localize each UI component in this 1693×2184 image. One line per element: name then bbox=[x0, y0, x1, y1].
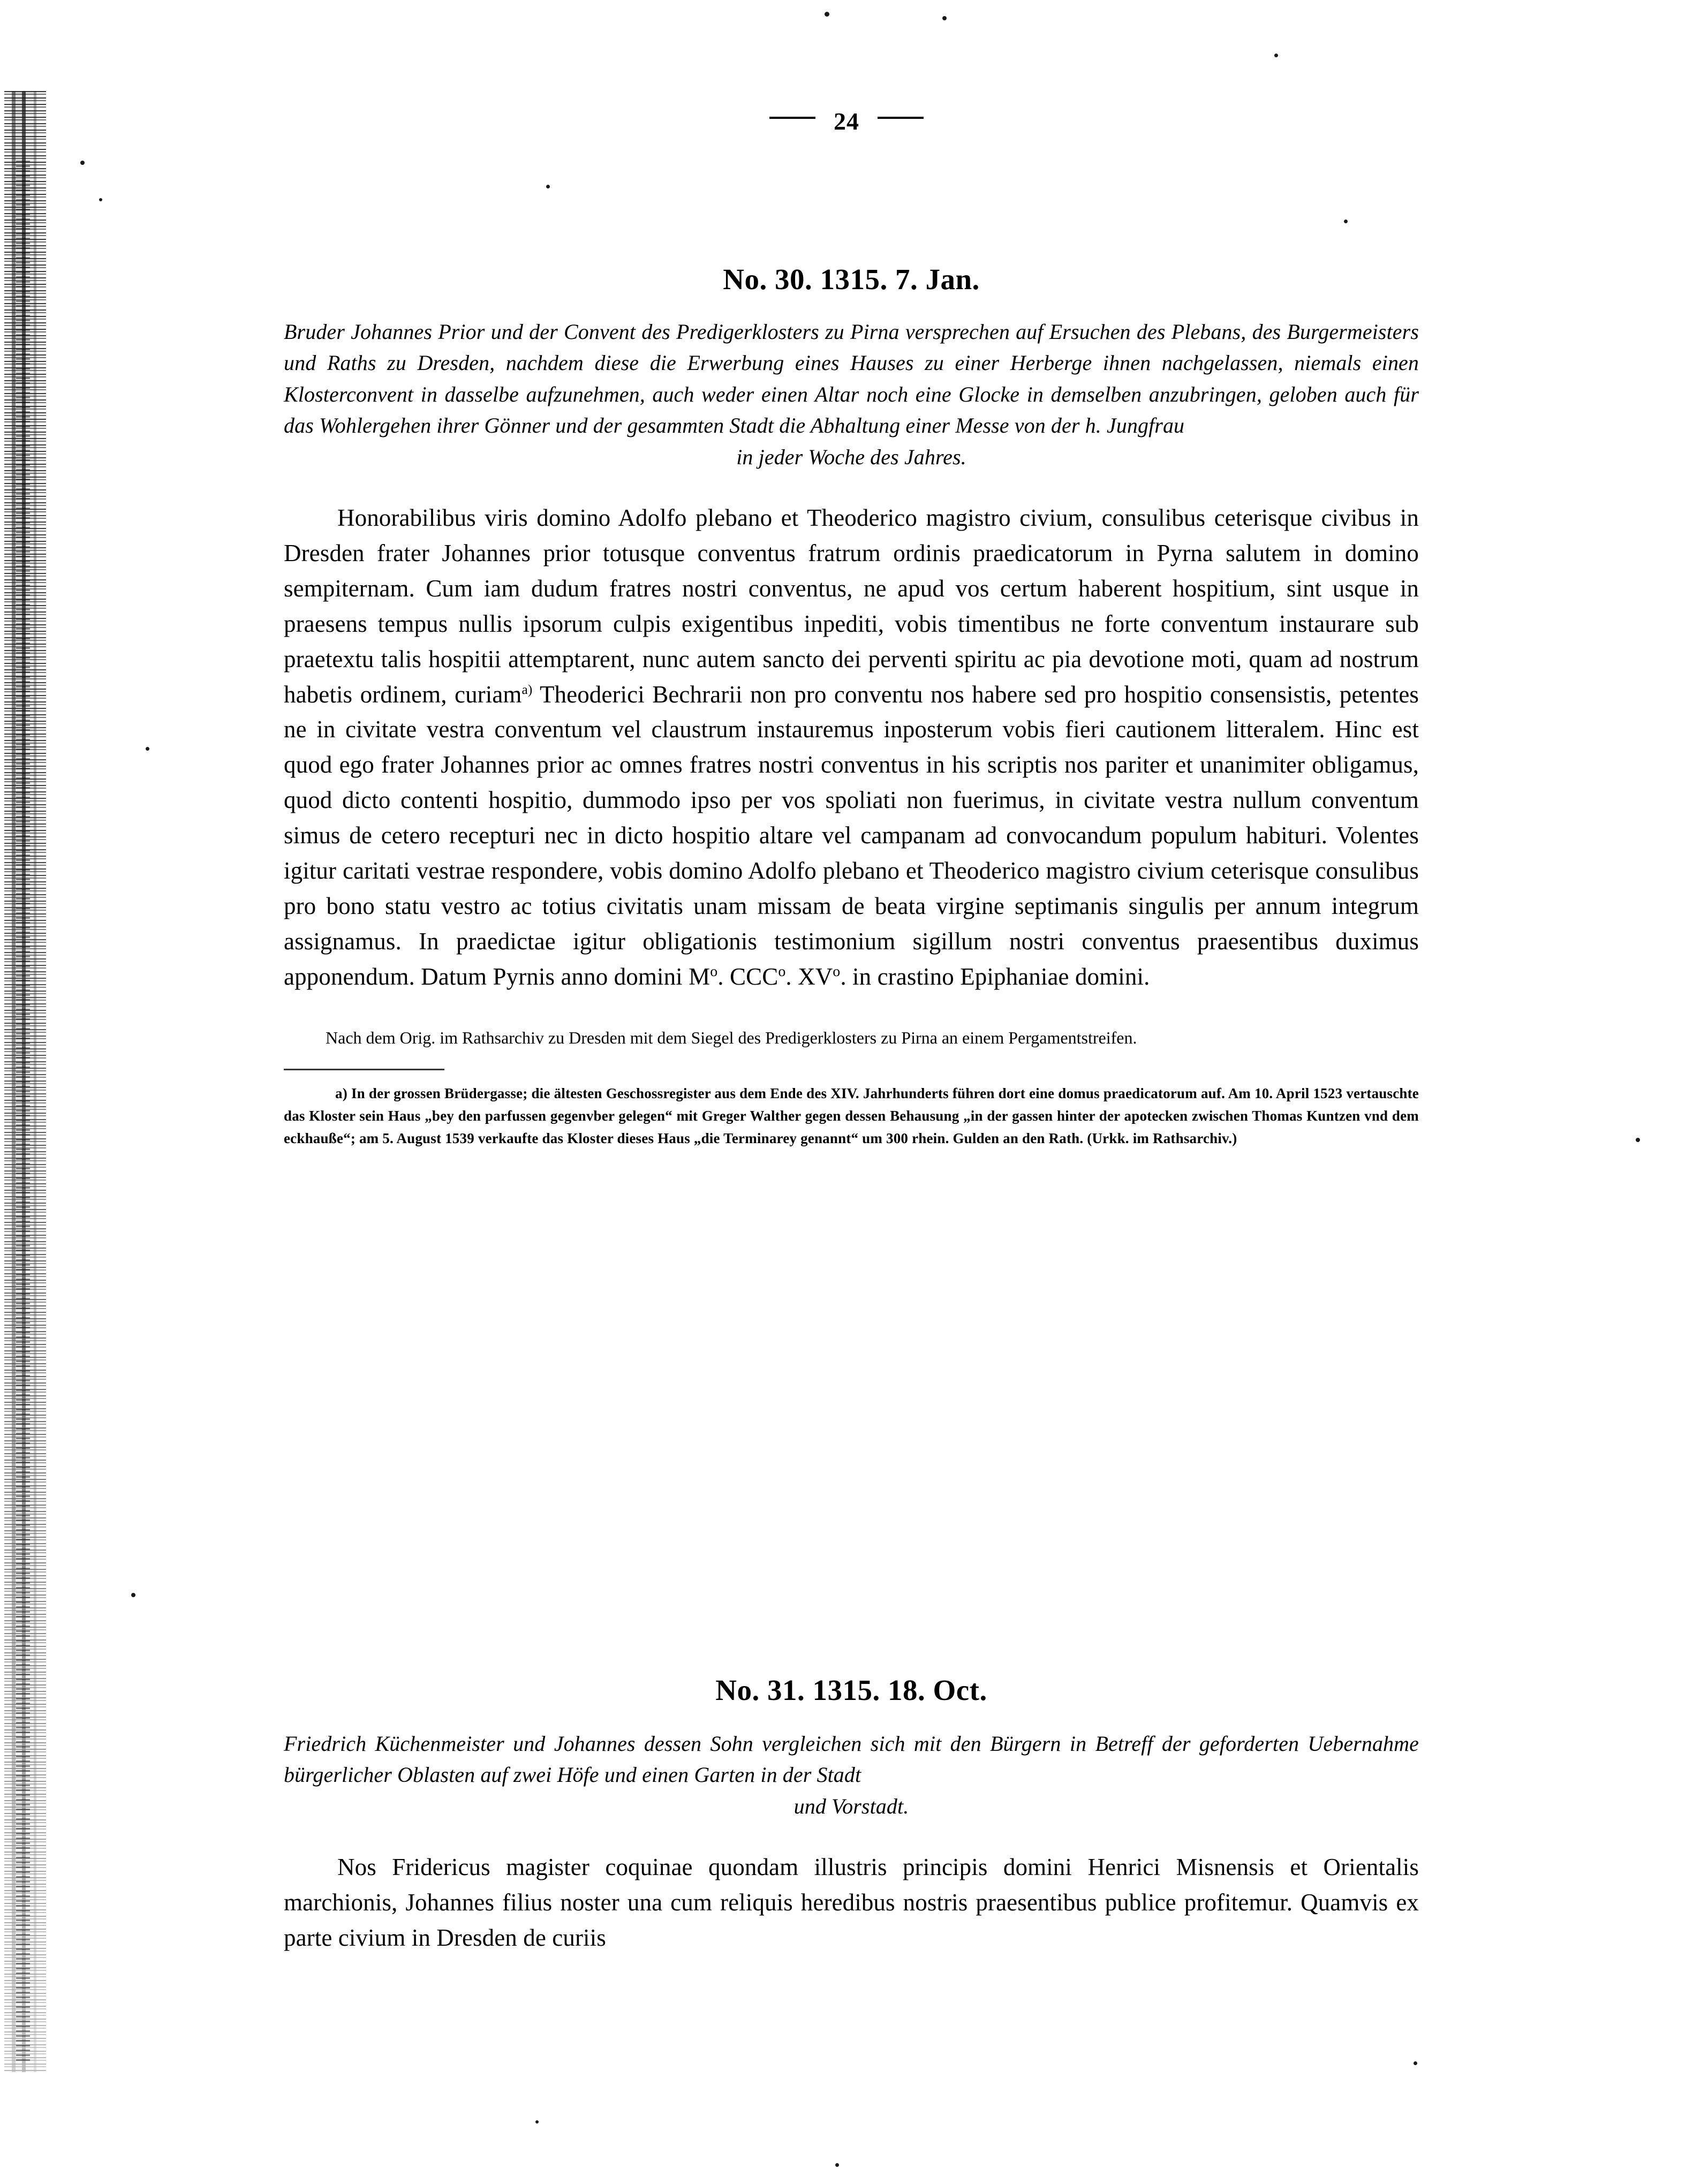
body-text-part-3: . CCC bbox=[717, 963, 779, 990]
entry-regest-30 bbox=[284, 316, 1419, 473]
body-text-31: Nos Fridericus magister coquinae quondam illustris principis domini Henrici Misnensis et Orientalis marchionis, Johannes filius noster una cum reliquis heredibus nostris praesentibus publice profitemur. Quamvis ex parte civium in Dresden de curiis bbox=[284, 1854, 1419, 1952]
scan-binding-artifact bbox=[4, 91, 46, 2072]
source-note-text-30: Nach dem Orig. im Rathsarchiv zu Dresden mit dem Siegel des Predigerklosters zu Pirna an einem Pergamentstreifen. bbox=[326, 1027, 1137, 1047]
scan-speck bbox=[825, 12, 829, 17]
running-head bbox=[0, 104, 1693, 135]
entry-title-30: No. 30. 1315. 7. Jan. bbox=[723, 263, 980, 296]
page-number: 24 bbox=[834, 107, 859, 135]
scan-speck bbox=[99, 198, 102, 201]
scan-speck bbox=[835, 2163, 839, 2167]
entry-body-31 bbox=[284, 1850, 1419, 1956]
body-text-part-2: Theoderici Bechrarii non pro conventu nos habere sed pro hospitio consensistis, petentes ne in civitate vestra conventum vel claustrum instauremus inposterum vobis fieri cautionem litteralem. Hinc est quod ego frater Johannes prior ac omnes fratres nostri conventus in his scriptis nos pariter et unanimiter obligamus, quod dicto contenti hospitio, dummodo ipso per vos spoliati non fuerimus, in civitate vestra nullum conventum simus de cetero recepturi nec in dicto hospitio altare vel campanam ad convocandum populum habituri. Volentes igitur caritati vestrae respondere, vobis domino Adolfo plebano et Theoderico magistro civium ceterisque consulibus pro bono statu vestro ac totius civitatis unam missam de beata virgine septimanis singulis per annum integrum assignamus. In praedictae igitur obligationis testimonium sigillum nostri conventus praesentibus duximus apponendum. Datum Pyrnis anno domini M bbox=[284, 681, 1419, 990]
entry-body-30 bbox=[284, 501, 1419, 995]
ordinal-mark-3: o bbox=[833, 963, 841, 980]
scan-speck bbox=[1274, 54, 1278, 57]
entry-title-31: No. 31. 1315. 18. Oct. bbox=[715, 1674, 987, 1706]
scan-binding-artifact-secondary bbox=[16, 161, 30, 2061]
footnote-reference-a[interactable]: a) bbox=[521, 682, 533, 697]
regest-text-30: Bruder Johannes Prior und der Convent des Predigerklosters zu Pirna versprechen auf Ersuchen des Plebans, des Burgermeisters und Raths zu Dresden, nachdem diese die Erwerbung eines Hauses zu einer Herberge ihnen nachgelassen, niemals einen Klosterconvent in dasselbe aufzunehmen, auch weder einen Altar noch eine Glocke in demselben anzubringen, geloben auch für das Wohlergehen ihrer Gönner und der gesammten Stadt die Abhaltung einer Messe von der h. Jungfrau bbox=[284, 320, 1419, 438]
scan-speck bbox=[1636, 1138, 1640, 1142]
footnote-block-30 bbox=[284, 1082, 1419, 1150]
regest-last-line-31: und Vorstadt. bbox=[793, 1794, 909, 1818]
body-text-part-5: . in crastino Epiphaniae domini. bbox=[840, 963, 1150, 990]
entry-no-31 bbox=[284, 1673, 1419, 1956]
regest-text-31: Friedrich Küchenmeister und Johannes dessen Sohn vergleichen sich mit den Bürgern in Betreff der geforderten Uebernahme bürgerlicher Oblasten auf zwei Höfe und einen Garten in der Stadt bbox=[284, 1732, 1419, 1787]
scan-speck bbox=[1414, 2061, 1417, 2065]
footnote-separator-rule bbox=[284, 1069, 444, 1070]
regest-last-line-30: in jeder Woche des Jahres. bbox=[736, 444, 966, 469]
footnote-text-a: In der grossen Brüdergasse; die ältesten Geschossregister aus dem Ende des XIV. Jahrhunderts führen dort eine domus praedicatorum auf. Am 10. April 1523 vertauschte das Kloster sein Haus „bey den parfussen gegenvber gelegen“ mit Greger Walther gegen dessen Behausung „in der gassen hinter der apotecken zwischen Thomas Kuntzen vnd dem eckhauße“; am 5. August 1539 verkaufte das Kloster dieses Haus „die Terminarey genannt“ um 300 rhein. Gulden an den Rath. (Urkk. im Rathsarchiv.) bbox=[284, 1085, 1419, 1147]
scan-speck bbox=[942, 16, 947, 20]
body-text-part-4: . XV bbox=[785, 963, 833, 990]
ordinal-mark-2: o bbox=[778, 963, 786, 980]
entry-regest-31 bbox=[284, 1728, 1419, 1822]
scan-speck bbox=[146, 747, 149, 751]
source-note-30 bbox=[284, 1025, 1419, 1051]
body-text-part-1: Honorabilibus viris domino Adolfo plebano et Theoderico magistro civium, consulibus ceterisque civibus in Dresden frater Johannes prior totusque conventus fratrum ordinis praedicatorum in Pyrna salutem in domino sempiternam. Cum iam dudum fratres nostri conventus, ne apud vos certum haberent hospitium, sint usque in praesens tempus nullis ipsorum culpis exigentibus inpediti, vobis timentibus ne forte conventum instaurare sub praetextu talis hospitii attemptarent, nunc autem sancto dei perventi spiritu ac pia devotione moti, quam ad nostrum habetis ordinem, curiam bbox=[284, 504, 1419, 708]
footnote-label-a: a) bbox=[335, 1085, 347, 1101]
scan-speck bbox=[546, 185, 550, 188]
ordinal-mark-1: o bbox=[710, 963, 718, 980]
scan-speck bbox=[1344, 220, 1348, 223]
entry-no-30 bbox=[284, 262, 1419, 1150]
scan-speck bbox=[535, 2120, 539, 2123]
header-rule-left bbox=[769, 117, 815, 119]
scan-speck bbox=[80, 161, 85, 165]
scan-speck bbox=[131, 1593, 135, 1597]
header-rule-right bbox=[878, 117, 924, 119]
